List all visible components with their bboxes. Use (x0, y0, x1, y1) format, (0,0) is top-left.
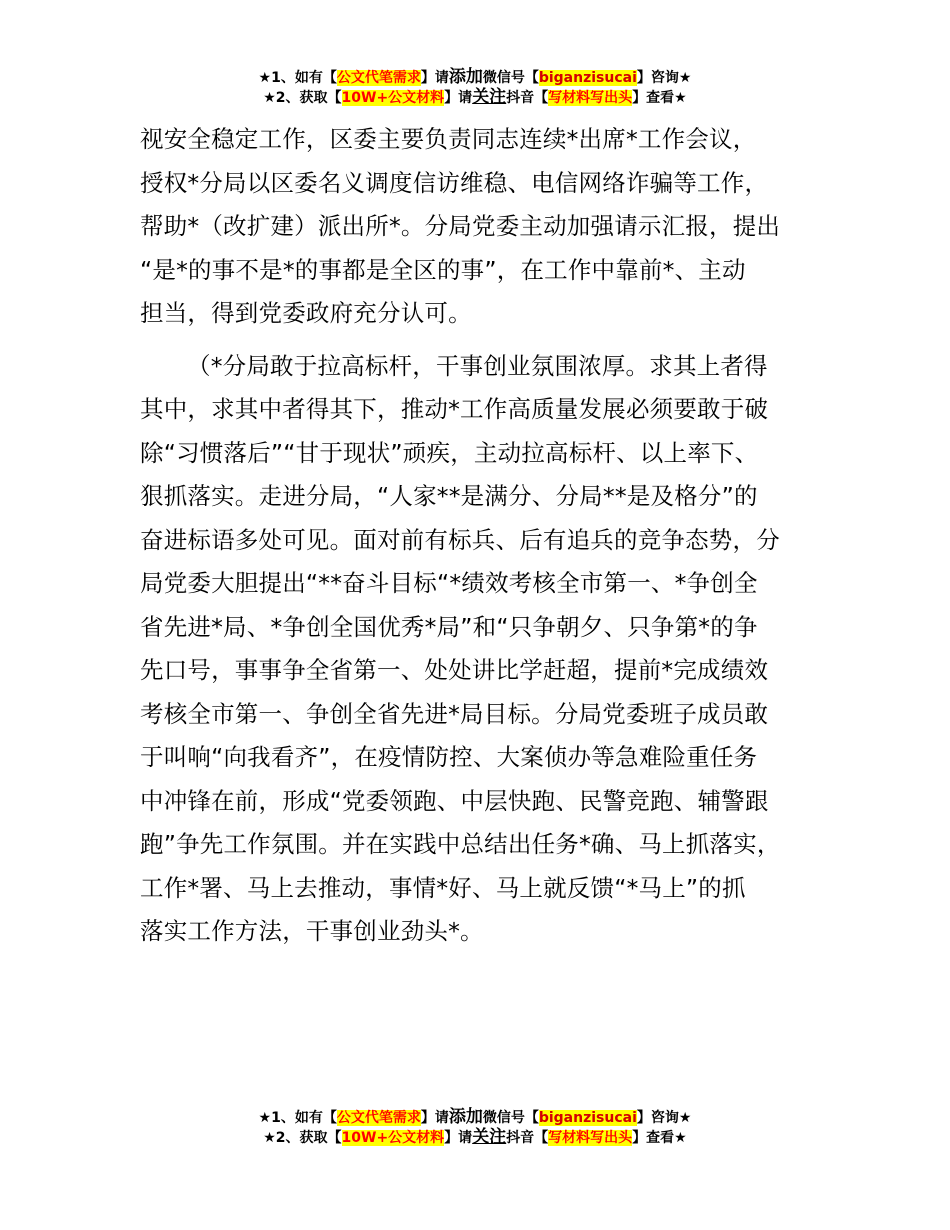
banner-text: 关注 (472, 1127, 507, 1147)
banner-text: ★1、如有【 (258, 70, 337, 86)
banner-text: 】查看★ (632, 90, 687, 106)
text-line: 帮助*（改扩建）派出所*。分局党委主动加强请示汇报，提出 (140, 212, 781, 240)
banner-line-2 (0, 1128, 950, 1148)
text-line: 狠抓落实。走进分局，“人家**是满分、分局**是及格分”的 (140, 482, 758, 510)
banner-text: 】咨询★ (636, 1110, 692, 1126)
text-line: 局党委大胆提出“**奋斗目标“*绩效考核全市第一、*争创全 (140, 569, 758, 597)
document-body (140, 118, 830, 954)
banner-text: 】请 (444, 90, 473, 106)
text-line: 于叫响“向我看齐”，在疫情防控、大案侦办等急难险重任务 (140, 743, 758, 771)
banner-text: 】请 (420, 70, 449, 86)
banner-text: ★1、如有【 (258, 1110, 337, 1126)
banner-text: 添加 (448, 67, 483, 87)
banner-highlight: 10W+公文材料 (341, 90, 445, 106)
paragraph-1 (140, 118, 830, 336)
paragraph-spacing (140, 336, 830, 345)
banner-text: 微信号【 (482, 1110, 539, 1126)
text-line: 中冲锋在前，形成“党委领跑、中层快跑、民警竞跑、辅警跟 (140, 786, 769, 815)
text-line: 工作*署、马上去推动，事情*好、马上就反馈“*马上”的抓 (140, 873, 746, 902)
text-line: 其中，求其中者得其下，推动*工作高质量发展必须要敢于破 (140, 395, 769, 423)
banner-text: ★2、获取【 (263, 90, 342, 106)
banner-highlight: 公文代笔需求 (336, 1110, 421, 1126)
text-line: 担当，得到党委政府充分认可。 (140, 299, 472, 327)
banner-wechat-id: biganzisucai (538, 1110, 637, 1126)
text-line: 落实工作方法，干事创业劲头*。 (140, 917, 484, 945)
text-line: 除“习惯落后”“甘于现状”顽疾，主动拉高标杆、以上率下、 (140, 438, 759, 467)
banner-highlight: 公文代笔需求 (336, 70, 421, 86)
paragraph-2 (140, 345, 830, 954)
banner-text: 抖音【 (506, 1130, 549, 1146)
banner-text: 微信号【 (482, 70, 539, 86)
banner-text: 关注 (472, 87, 507, 107)
banner-highlight: 写材料写出头 (548, 90, 633, 106)
text-line: 视安全稳定工作，区委主要负责同志连续*出席*工作会议， (140, 125, 757, 153)
text-line: 授权*分局以区委名义调度信访维稳、电信网络诈骗等工作， (140, 168, 769, 197)
text-line: 先口号，事事争全省第一、处处讲比学赶超，提前*完成绩效 (140, 656, 769, 684)
banner-text: ★2、获取【 (263, 1130, 342, 1146)
banner-highlight: 写材料写出头 (548, 1130, 633, 1146)
banner-text: 】请 (420, 1110, 449, 1126)
header-banner (0, 68, 950, 108)
banner-line-2 (0, 88, 950, 108)
text-line: （*分局敢于拉高标杆，干事创业氛围浓厚。求其上者得 (187, 351, 768, 380)
banner-line-1 (0, 68, 950, 88)
text-line: 考核全市第一、争创全省先进*局目标。分局党委班子成员敢 (140, 699, 769, 728)
banner-text: 】咨询★ (636, 70, 692, 86)
banner-text: 】请 (444, 1130, 473, 1146)
banner-wechat-id: biganzisucai (538, 70, 637, 86)
text-line: 奋进标语多处可见。面对前有标兵、后有追兵的竞争态势，分 (140, 525, 780, 554)
banner-line-1 (0, 1108, 950, 1128)
text-line: 跑”争先工作氛围。并在实践中总结出任务*确、马上抓落实， (140, 830, 781, 858)
text-line: “是*的事不是*的事都是全区的事”，在工作中靠前*、主动 (140, 255, 746, 284)
banner-highlight: 10W+公文材料 (341, 1130, 445, 1146)
banner-text: 抖音【 (506, 90, 549, 106)
banner-text: 添加 (448, 1107, 483, 1127)
footer-banner (0, 1108, 950, 1148)
text-line: 省先进*局、*争创全国优秀*局”和“只争朝夕、只争第*的争 (140, 612, 758, 641)
banner-text: 】查看★ (632, 1130, 687, 1146)
